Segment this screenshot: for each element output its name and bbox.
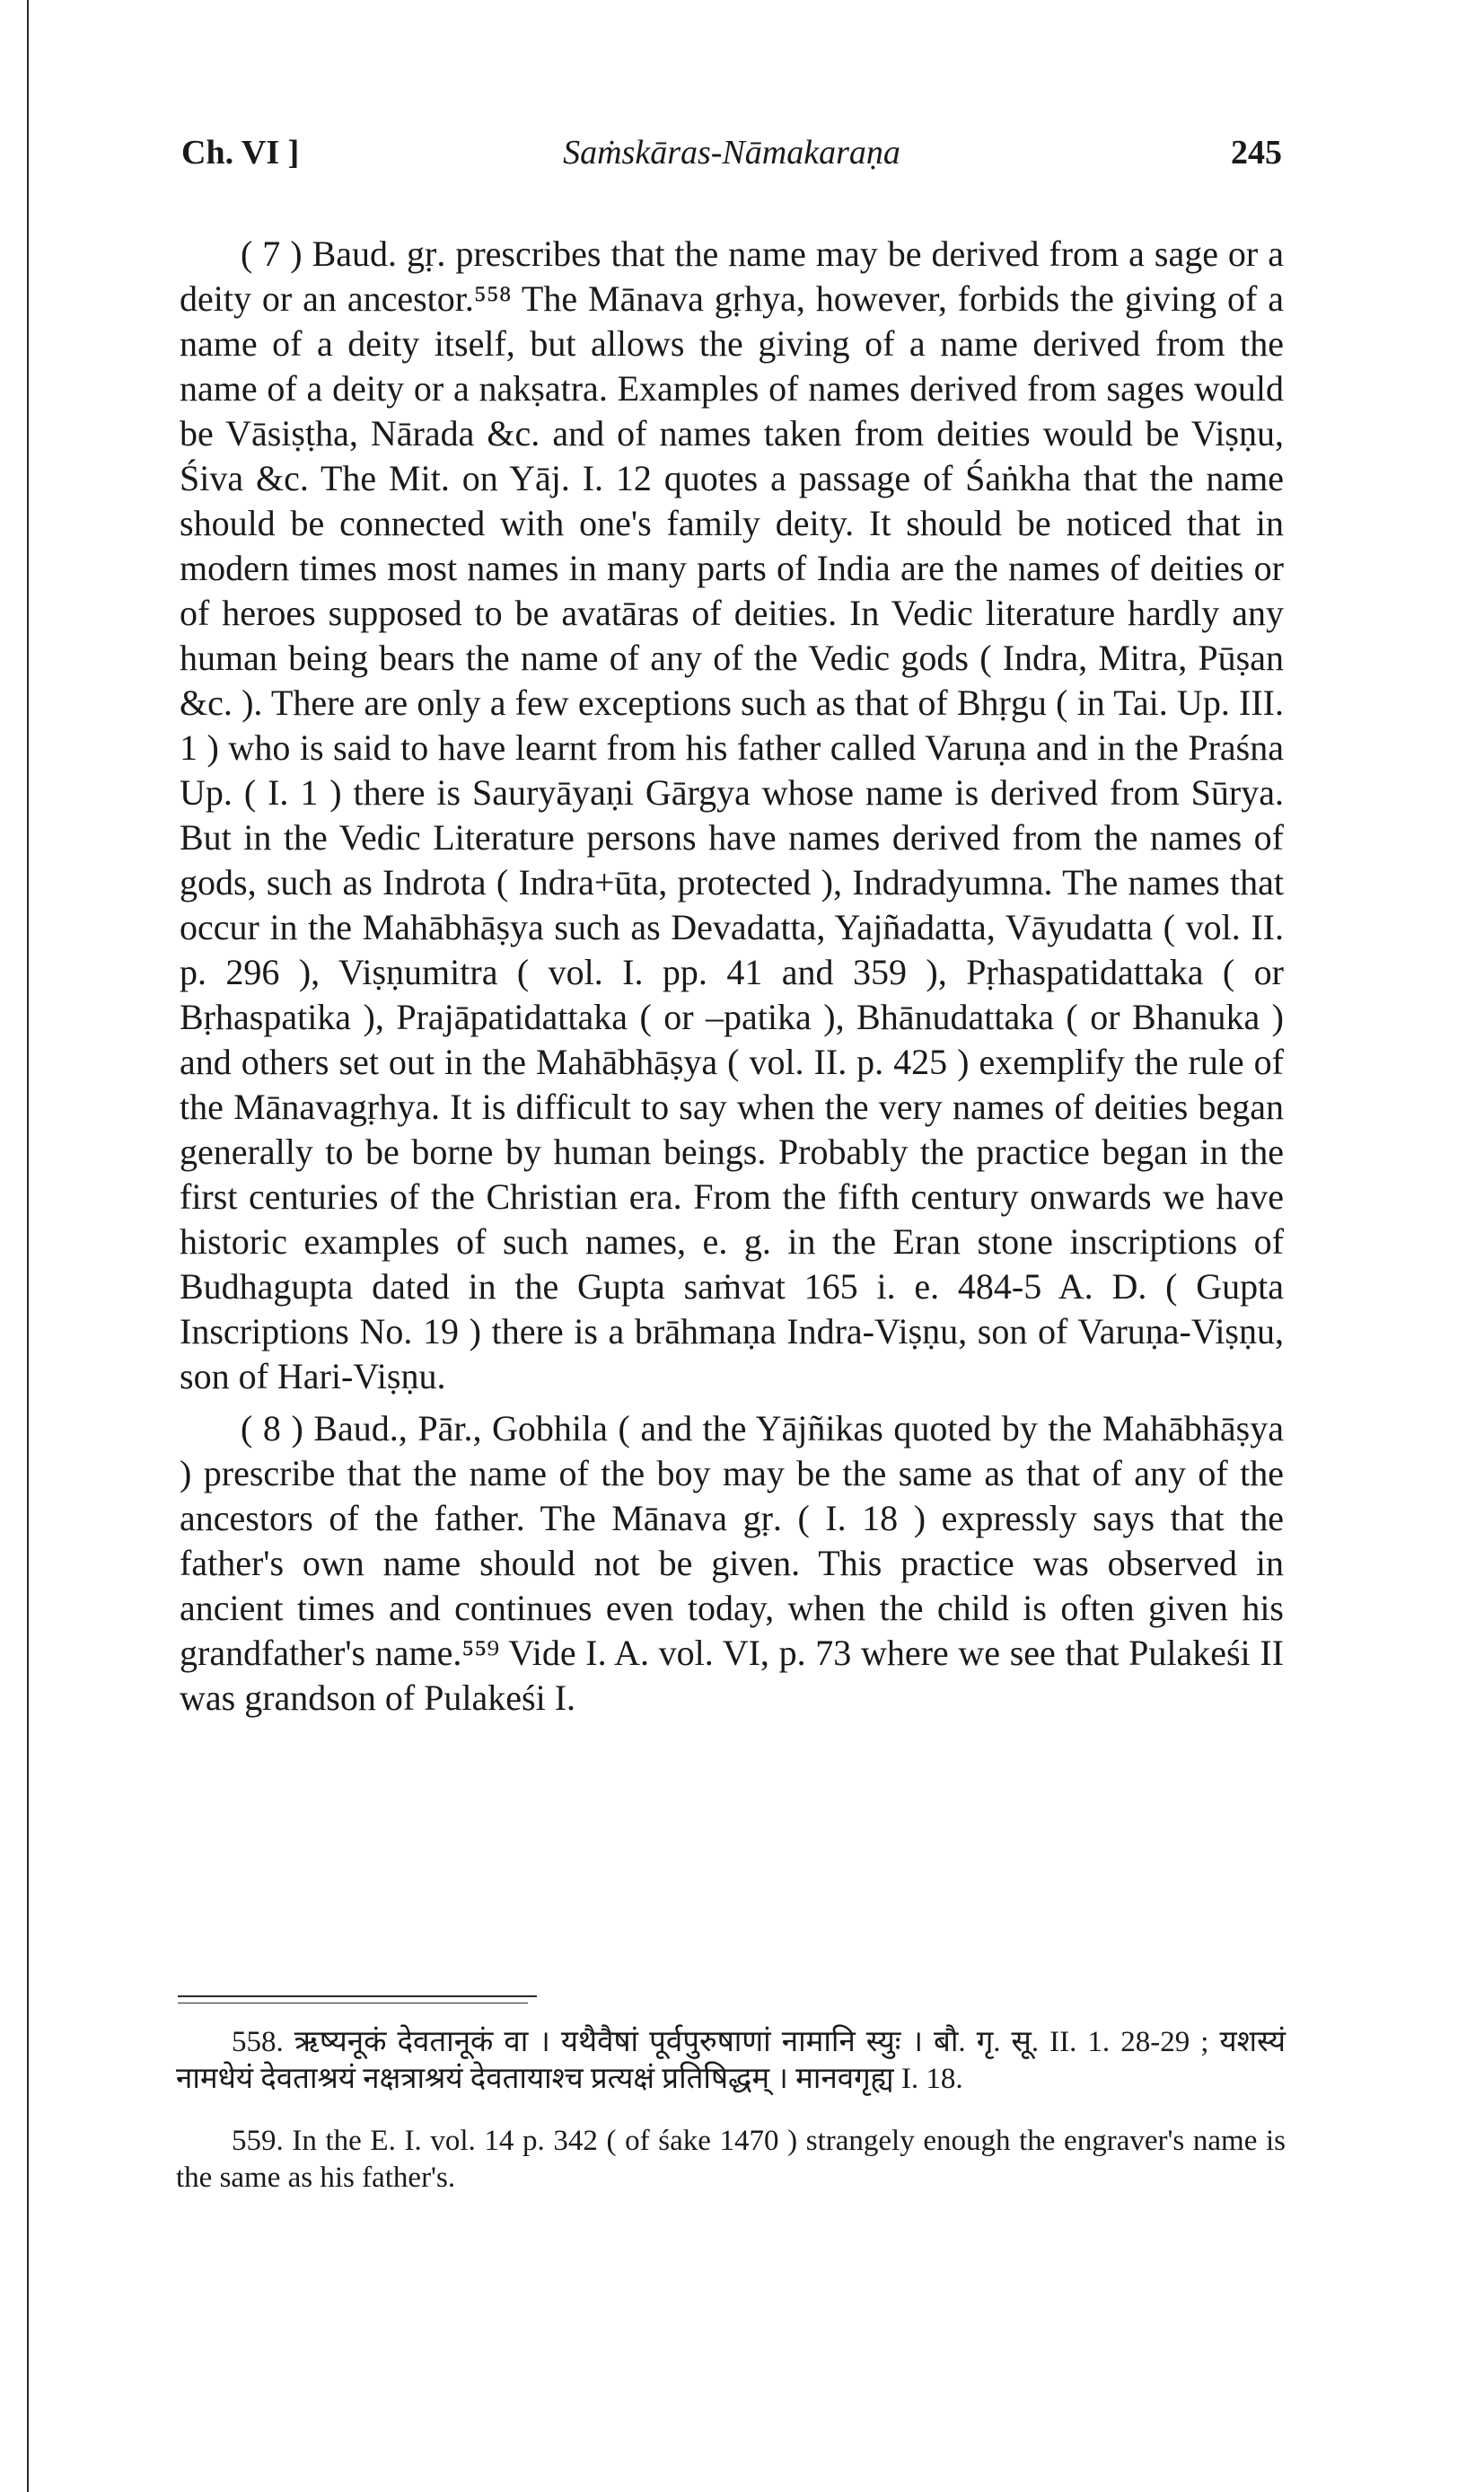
footnote-559: 559. In the E. I. vol. 14 p. 342 ( of śake 1470 ) strangely enough the engraver's name is the same as his father's. — [176, 2125, 1286, 2194]
running-title: Saṁskāras-Nāmakaraṇa — [563, 134, 900, 172]
footnotes — [176, 2024, 1286, 2197]
chapter-label: Ch. VI ] — [181, 134, 300, 172]
paragraph-7: ( 7 ) Baud. gṛ. prescribes that the name may be derived from a sage or a deity or an ancestor.⁵⁵⁸ The Mānava gṛhya, however, forbids the giving of a name of a deity itself, but allows the giving of a name derived from the name of a deity or a nakṣatra. Examples of names derived from sages would be Vāsiṣṭha, Nārada &c. and of names taken from deities would be Viṣṇu, Śiva &c. The Mit. on Yāj. I. 12 quotes a passage of Śaṅkha that the name should be connected with one's family deity. It should be noticed that in modern times most names in many parts of India are the names of deities or of heroes supposed to be avatāras of deities. In Vedic literature hardly any human being bears the name of any of the Vedic gods ( Indra, Mitra, Pūṣan &c. ). There are only a few exceptions such as that of Bhṛgu ( in Tai. Up. III. 1 ) who is said to have learnt from his father called Varuṇa and in the Praśna Up. ( I. 1 ) there is Sauryāyaṇi Gārgya whose name is derived from Sūrya. But in the Vedic Literature persons have names derived from the names of gods, such as Indrota ( Indra+ūta, protected ), Indradyumna. The names that occur in the Mahābhāṣya such as Devadatta, Yajñadatta, Vāyudatta ( vol. II. p. 296 ), Viṣṇumitra ( vol. I. pp. 41 and 359 ), Pṛhaspatidattaka ( or Bṛhaspatika ), Prajāpatidattaka ( or –patika ), Bhānudattaka ( or Bhanuka ) and others set out in the Mahābhāṣya ( vol. II. p. 425 ) exemplify the rule of the Mānavagṛhya. It is difficult to say when the very names of deities began generally to be borne by human beings. Probably the practice began in the first centuries of the Christian era. From the fifth century onwards we have historic examples of such names, e. g. in the Eran stone inscriptions of Budhagupta dated in the Gupta saṁvat 165 i. e. 484-5 A. D. ( Gupta Inscriptions No. 19 ) there is a brāhmaṇa Indra-Viṣṇu, son of Varuṇa-Viṣṇu, son of Hari-Viṣṇu. — [180, 233, 1284, 1396]
page-edge-rule — [27, 0, 29, 2492]
main-text — [180, 232, 1284, 1721]
page-header — [172, 133, 1291, 187]
page-number: 245 — [1231, 134, 1282, 172]
footnote-558: 558. ऋष्यनूकं देवतानूकं वा । यथैवैषां पूर्वपुरुषाणां नामानि स्युः । बौ. गृ. सू. II. 1. 28-29 ; यशस्यं नामधेयं देवताश्रयं नक्षत्राश्रयं देवतायाश्च प्रत्यक्षं प्रतिषिद्धम् । मानवगृह्य I. 18. — [176, 2026, 1286, 2095]
paragraph-8: ( 8 ) Baud., Pār., Gobhila ( and the Yājñikas quoted by the Mahābhāṣya ) prescribe that the name of the boy may be the same as that of any of the ancestors of the father. The Mānava gṛ. ( I. 18 ) expressly says that the father's own name should not be given. This practice was observed in ancient times and continues even today, when the child is often given his grandfather's name.⁵⁵⁹ Vide I. A. vol. VI, p. 73 where we see that Pulakeśi II was grandson of Pulakeśi I. — [180, 1408, 1284, 1718]
footnote-divider — [178, 1995, 537, 1997]
